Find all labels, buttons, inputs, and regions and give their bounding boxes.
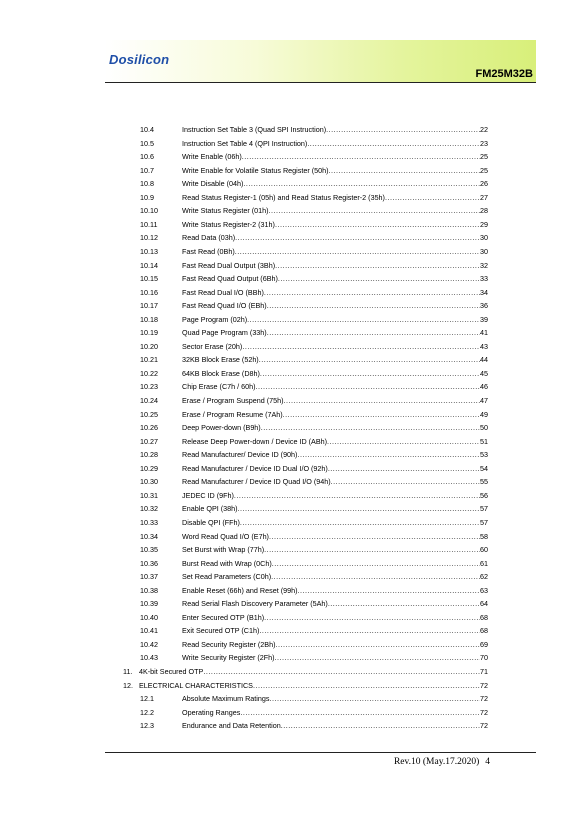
toc-dot-leader — [259, 354, 480, 366]
toc-dot-leader — [283, 395, 480, 407]
toc-entry[interactable] — [0, 219, 587, 231]
toc-entry-title: Read Serial Flash Discovery Parameter (5Ah) — [182, 599, 328, 609]
toc-entry[interactable] — [0, 232, 587, 244]
toc-dot-leader — [297, 585, 480, 597]
toc-entry-title: Fast Read Quad Output (6Bh) — [182, 274, 278, 284]
toc-entry-page: 50 — [480, 423, 488, 433]
toc-dot-leader — [260, 368, 480, 380]
toc-entry[interactable] — [0, 503, 587, 515]
toc-entry-page: 72 — [480, 694, 488, 704]
toc-entry-title: Write Enable for Volatile Status Register (50h) — [182, 165, 329, 175]
toc-entry-number: 10.9 — [140, 192, 154, 202]
toc-entry-title: Operating Ranges — [182, 707, 241, 717]
toc-dot-leader — [264, 287, 480, 299]
toc-dot-leader — [261, 422, 480, 434]
toc-dot-leader — [240, 517, 480, 529]
page-number: 4 — [485, 757, 490, 767]
page-footer — [394, 757, 490, 767]
toc-dot-leader — [271, 571, 480, 583]
toc-entry-title: Read Manufacturer/ Device ID (90h) — [182, 450, 298, 460]
toc-entry-title: Enable Reset (66h) and Reset (99h) — [182, 585, 298, 595]
toc-dot-leader — [235, 232, 480, 244]
toc-entry[interactable] — [0, 287, 587, 299]
toc-dot-leader — [272, 558, 480, 570]
toc-entry-number: 10.26 — [140, 423, 158, 433]
toc-entry-page: 69 — [480, 639, 488, 649]
toc-entry-number: 10.43 — [140, 653, 158, 663]
toc-entry-title: ELECTRICAL CHARACTERISTICS — [139, 680, 253, 690]
toc-dot-leader — [267, 327, 480, 339]
toc-entry-title: Set Burst with Wrap (77h) — [182, 545, 265, 555]
toc-entry[interactable] — [0, 652, 587, 664]
toc-entry-number: 10.16 — [140, 287, 158, 297]
toc-entry[interactable] — [0, 612, 587, 624]
toc-entry[interactable] — [0, 693, 587, 705]
toc-entry-number: 12.2 — [140, 707, 154, 717]
toc-dot-leader — [278, 273, 480, 285]
toc-entry[interactable] — [0, 205, 587, 217]
toc-entry[interactable] — [0, 544, 587, 556]
toc-dot-leader — [297, 449, 480, 461]
toc-dot-leader — [243, 178, 480, 190]
toc-entry-number: 10.41 — [140, 626, 158, 636]
toc-dot-leader — [264, 544, 480, 556]
toc-entry-page: 41 — [480, 328, 488, 338]
toc-dot-leader — [238, 503, 480, 515]
toc-entry[interactable] — [0, 571, 587, 583]
toc-dot-leader — [331, 476, 480, 488]
toc-entry[interactable] — [0, 585, 587, 597]
toc-entry[interactable] — [0, 463, 587, 475]
toc-entry[interactable] — [0, 707, 587, 719]
toc-dot-leader — [275, 652, 480, 664]
toc-dot-leader — [275, 260, 480, 272]
toc-entry[interactable] — [0, 178, 587, 190]
toc-entry-number: 10.14 — [140, 260, 158, 270]
toc-dot-leader — [264, 612, 480, 624]
toc-entry-number: 10.27 — [140, 436, 158, 446]
toc-entry-number: 10.13 — [140, 246, 158, 256]
toc-entry-title: Write Status Register (01h) — [182, 206, 269, 216]
toc-entry-page: 27 — [480, 192, 488, 202]
toc-entry-title: Read Manufacturer / Device ID Quad I/O (94h) — [182, 477, 331, 487]
toc-entry-page: 72 — [480, 707, 488, 717]
toc-entry[interactable] — [0, 300, 587, 312]
toc-entry-page: 71 — [480, 667, 488, 676]
revision-label: Rev.10 (May.17.2020) — [393, 757, 480, 767]
toc-entry-title: Write Enable (06h) — [182, 152, 242, 162]
toc-entry[interactable] — [0, 476, 587, 488]
toc-entry[interactable] — [0, 680, 587, 692]
toc-entry-title: Exit Secured OTP (C1h) — [182, 626, 260, 636]
toc-entry-number: 10.24 — [140, 396, 158, 405]
toc-entry-number: 10.25 — [140, 409, 158, 419]
toc-entry-page: 68 — [480, 626, 488, 636]
toc-dot-leader — [275, 639, 480, 651]
toc-entry[interactable] — [0, 273, 587, 285]
toc-entry-page: 64 — [480, 599, 488, 609]
header-band — [105, 40, 536, 82]
toc-dot-leader — [328, 463, 480, 475]
toc-entry-number: 10.35 — [140, 545, 158, 555]
toc-entry[interactable] — [0, 531, 587, 543]
toc-entry[interactable] — [0, 381, 587, 393]
toc-entry[interactable] — [0, 666, 587, 678]
toc-dot-leader — [267, 300, 480, 312]
toc-entry-title: Fast Read Dual I/O (BBh) — [182, 287, 264, 297]
toc-entry-title: 64KB Block Erase (D8h) — [182, 368, 260, 378]
toc-entry-title: Enable QPI (38h) — [182, 504, 238, 514]
toc-entry-title: Write Security Register (2Fh) — [182, 653, 275, 663]
toc-dot-leader — [240, 707, 480, 719]
toc-dot-leader — [307, 138, 480, 150]
toc-entry-title: Quad Page Program (33h) — [182, 328, 267, 338]
toc-entry-number: 10.15 — [140, 274, 158, 284]
toc-entry[interactable] — [0, 720, 587, 732]
toc-entry-number: 10.40 — [140, 612, 158, 622]
toc-dot-leader — [281, 720, 480, 732]
toc-entry[interactable] — [0, 639, 587, 651]
footer-divider — [105, 752, 536, 753]
toc-entry-title: Set Read Parameters (C0h) — [182, 572, 272, 582]
toc-dot-leader — [283, 409, 480, 421]
toc-entry-title: Erase / Program Resume (7Ah) — [182, 409, 283, 419]
toc-entry[interactable] — [0, 436, 587, 448]
toc-entry-number: 10.7 — [140, 165, 154, 175]
toc-dot-leader — [203, 666, 480, 678]
toc-dot-leader — [259, 625, 480, 637]
toc-entry-number: 12.1 — [140, 694, 154, 704]
toc-entry-title: Page Program (02h) — [182, 314, 248, 324]
toc-entry-title: Write Status Register-2 (31h) — [182, 219, 275, 229]
toc-entry-number: 10.22 — [140, 368, 158, 378]
toc-dot-leader — [275, 219, 480, 231]
toc-entry-title: Enter Secured OTP (B1h) — [182, 612, 265, 622]
toc-entry[interactable] — [0, 138, 587, 150]
toc-entry-number: 10.18 — [140, 314, 158, 324]
toc-entry-page: 68 — [480, 612, 488, 622]
toc-entry-number: 10.21 — [140, 355, 158, 365]
toc-entry-page: 63 — [480, 585, 488, 595]
toc-entry-title: Deep Power-down (B9h) — [182, 423, 261, 433]
toc-entry-number: 10.5 — [140, 138, 154, 148]
toc-entry-page: 30 — [480, 246, 488, 256]
toc-dot-leader — [235, 246, 480, 258]
toc-dot-leader — [253, 680, 480, 692]
toc-entry-number: 11. — [123, 667, 133, 676]
toc-entry-page: 62 — [480, 572, 488, 582]
toc-dot-leader — [328, 598, 480, 610]
toc-entry-number: 10.19 — [140, 328, 158, 338]
toc-entry-page: 57 — [480, 504, 488, 514]
toc-entry-number: 10.11 — [140, 219, 158, 229]
toc-entry-page: 44 — [480, 355, 488, 365]
toc-entry-title: Burst Read with Wrap (0Ch) — [182, 558, 272, 568]
toc-entry-page: 32 — [480, 260, 488, 270]
toc-dot-leader — [269, 531, 480, 543]
header-divider — [105, 82, 536, 83]
toc-entry-page: 25 — [480, 165, 488, 175]
toc-entry[interactable] — [0, 314, 587, 326]
toc-entry[interactable] — [0, 124, 587, 136]
toc-entry[interactable] — [0, 598, 587, 610]
toc-entry[interactable] — [0, 327, 587, 339]
toc-entry-title: Fast Read Quad I/O (EBh) — [182, 301, 267, 311]
toc-entry-page: 25 — [480, 152, 488, 162]
toc-entry-number: 10.29 — [140, 463, 158, 473]
toc-entry[interactable] — [0, 490, 587, 502]
toc-entry-title: Write Disable (04h) — [182, 179, 244, 189]
toc-entry-title: Read Data (03h) — [182, 233, 236, 243]
toc-entry-page: 30 — [480, 233, 488, 243]
toc-dot-leader — [328, 165, 480, 177]
part-number: FM25M32B — [475, 68, 533, 80]
toc-entry[interactable] — [0, 395, 587, 407]
toc-entry-number: 10.34 — [140, 531, 158, 541]
toc-entry-page: 49 — [480, 409, 488, 419]
toc-entry-page: 34 — [480, 287, 488, 297]
toc-entry[interactable] — [0, 558, 587, 570]
toc-entry-number: 10.32 — [140, 504, 158, 514]
toc-entry-page: 54 — [480, 463, 488, 473]
toc-entry-title: Word Read Quad I/O (E7h) — [182, 531, 269, 541]
toc-entry[interactable] — [0, 449, 587, 461]
toc-entry-page: 60 — [480, 545, 488, 555]
toc-entry-title: Absolute Maximum Ratings — [182, 694, 270, 704]
toc-entry-page: 23 — [480, 138, 488, 148]
toc-entry-number: 10.12 — [140, 233, 158, 243]
toc-entry[interactable] — [0, 354, 587, 366]
toc-entry[interactable] — [0, 409, 587, 421]
toc-dot-leader — [256, 381, 480, 393]
toc-entry-title: Instruction Set Table 4 (QPI Instruction) — [182, 138, 308, 148]
toc-entry-page: 56 — [480, 490, 488, 500]
toc-entry-title: Disable QPI (FFh) — [182, 517, 240, 527]
toc-entry[interactable] — [0, 151, 587, 163]
toc-entry-page: 51 — [480, 436, 488, 446]
toc-entry-number: 10.6 — [140, 152, 154, 162]
toc-entry[interactable] — [0, 368, 587, 380]
toc-entry-number: 10.23 — [140, 382, 158, 392]
toc-entry-page: 72 — [480, 680, 488, 690]
toc-entry[interactable] — [0, 517, 587, 529]
toc-entry-page: 29 — [480, 219, 488, 229]
toc-entry-page: 70 — [480, 653, 488, 663]
toc-entry-page: 28 — [480, 206, 488, 216]
toc-entry-number: 10.39 — [140, 599, 158, 609]
toc-dot-leader — [269, 693, 480, 705]
toc-entry-title: Endurance and Data Retention — [182, 721, 281, 731]
toc-entry-number: 10.38 — [140, 585, 158, 595]
toc-entry-page: 72 — [480, 721, 488, 731]
toc-dot-leader — [242, 151, 480, 163]
toc-entry-title: 4K-bit Secured OTP — [139, 667, 204, 676]
toc-entry[interactable] — [0, 192, 587, 204]
toc-entry-number: 10.8 — [140, 179, 154, 189]
toc-entry[interactable] — [0, 341, 587, 353]
toc-entry-title: Instruction Set Table 3 (Quad SPI Instruction) — [182, 125, 327, 134]
toc-entry-page: 45 — [480, 368, 488, 378]
toc-entry-number: 10.33 — [140, 517, 158, 527]
toc-entry-page: 36 — [480, 301, 488, 311]
toc-entry-page: 61 — [480, 558, 488, 568]
toc-entry-title: JEDEC ID (9Fh) — [182, 490, 234, 500]
toc-entry-page: 39 — [480, 314, 488, 324]
toc-entry-number: 10.4 — [140, 125, 154, 134]
toc-entry-number: 10.20 — [140, 341, 158, 351]
toc-entry-page: 55 — [480, 477, 488, 487]
toc-entry-title: 32KB Block Erase (52h) — [182, 355, 259, 365]
toc-entry-page: 43 — [480, 341, 488, 351]
toc-entry-page: 47 — [480, 396, 488, 405]
toc-entry-page: 53 — [480, 450, 488, 460]
toc-entry[interactable] — [0, 422, 587, 434]
toc-entry[interactable] — [0, 246, 587, 258]
toc-entry-page: 46 — [480, 382, 488, 392]
toc-dot-leader — [269, 205, 480, 217]
toc-entry-title: Sector Erase (20h) — [182, 341, 243, 351]
toc-entry-number: 10.10 — [140, 206, 158, 216]
toc-dot-leader — [247, 314, 480, 326]
toc-entry-title: Read Manufacturer / Device ID Dual I/O (92h) — [182, 463, 328, 473]
toc-entry-page: 58 — [480, 531, 488, 541]
company-logo: Dosilicon — [109, 52, 170, 67]
toc-entry-title: Erase / Program Suspend (75h) — [182, 396, 284, 405]
toc-entry-number: 10.28 — [140, 450, 158, 460]
toc-entry-number: 10.42 — [140, 639, 158, 649]
toc-entry-title: Release Deep Power-down / Device ID (ABh) — [182, 436, 328, 446]
toc-entry-number: 10.31 — [140, 490, 158, 500]
toc-entry-page: 33 — [480, 274, 488, 284]
toc-entry[interactable] — [0, 165, 587, 177]
toc-entry-page: 22 — [480, 125, 488, 134]
toc-entry-title: Fast Read Dual Output (3Bh) — [182, 260, 276, 270]
toc-dot-leader — [327, 436, 480, 448]
toc-entry-number: 10.37 — [140, 572, 158, 582]
toc-entry-title: Read Security Register (2Bh) — [182, 639, 276, 649]
toc-entry-title: Chip Erase (C7h / 60h) — [182, 382, 256, 392]
toc-dot-leader — [326, 124, 480, 136]
toc-dot-leader — [242, 341, 480, 353]
toc-entry-number: 10.36 — [140, 558, 158, 568]
toc-entry-page: 57 — [480, 517, 488, 527]
toc-entry-page: 26 — [480, 179, 488, 189]
toc-dot-leader — [385, 192, 480, 204]
toc-dot-leader — [234, 490, 480, 502]
toc-entry-title: Fast Read (0Bh) — [182, 246, 235, 256]
toc-entry-title: Read Status Register-1 (05h) and Read Status Register-2 (35h) — [182, 192, 385, 202]
toc-entry-number: 10.17 — [140, 301, 158, 311]
toc-entry[interactable] — [0, 625, 587, 637]
toc-entry-number: 12.3 — [140, 721, 154, 731]
toc-entry[interactable] — [0, 260, 587, 272]
toc-entry-number: 12. — [123, 680, 133, 690]
toc-entry-number: 10.30 — [140, 477, 158, 487]
